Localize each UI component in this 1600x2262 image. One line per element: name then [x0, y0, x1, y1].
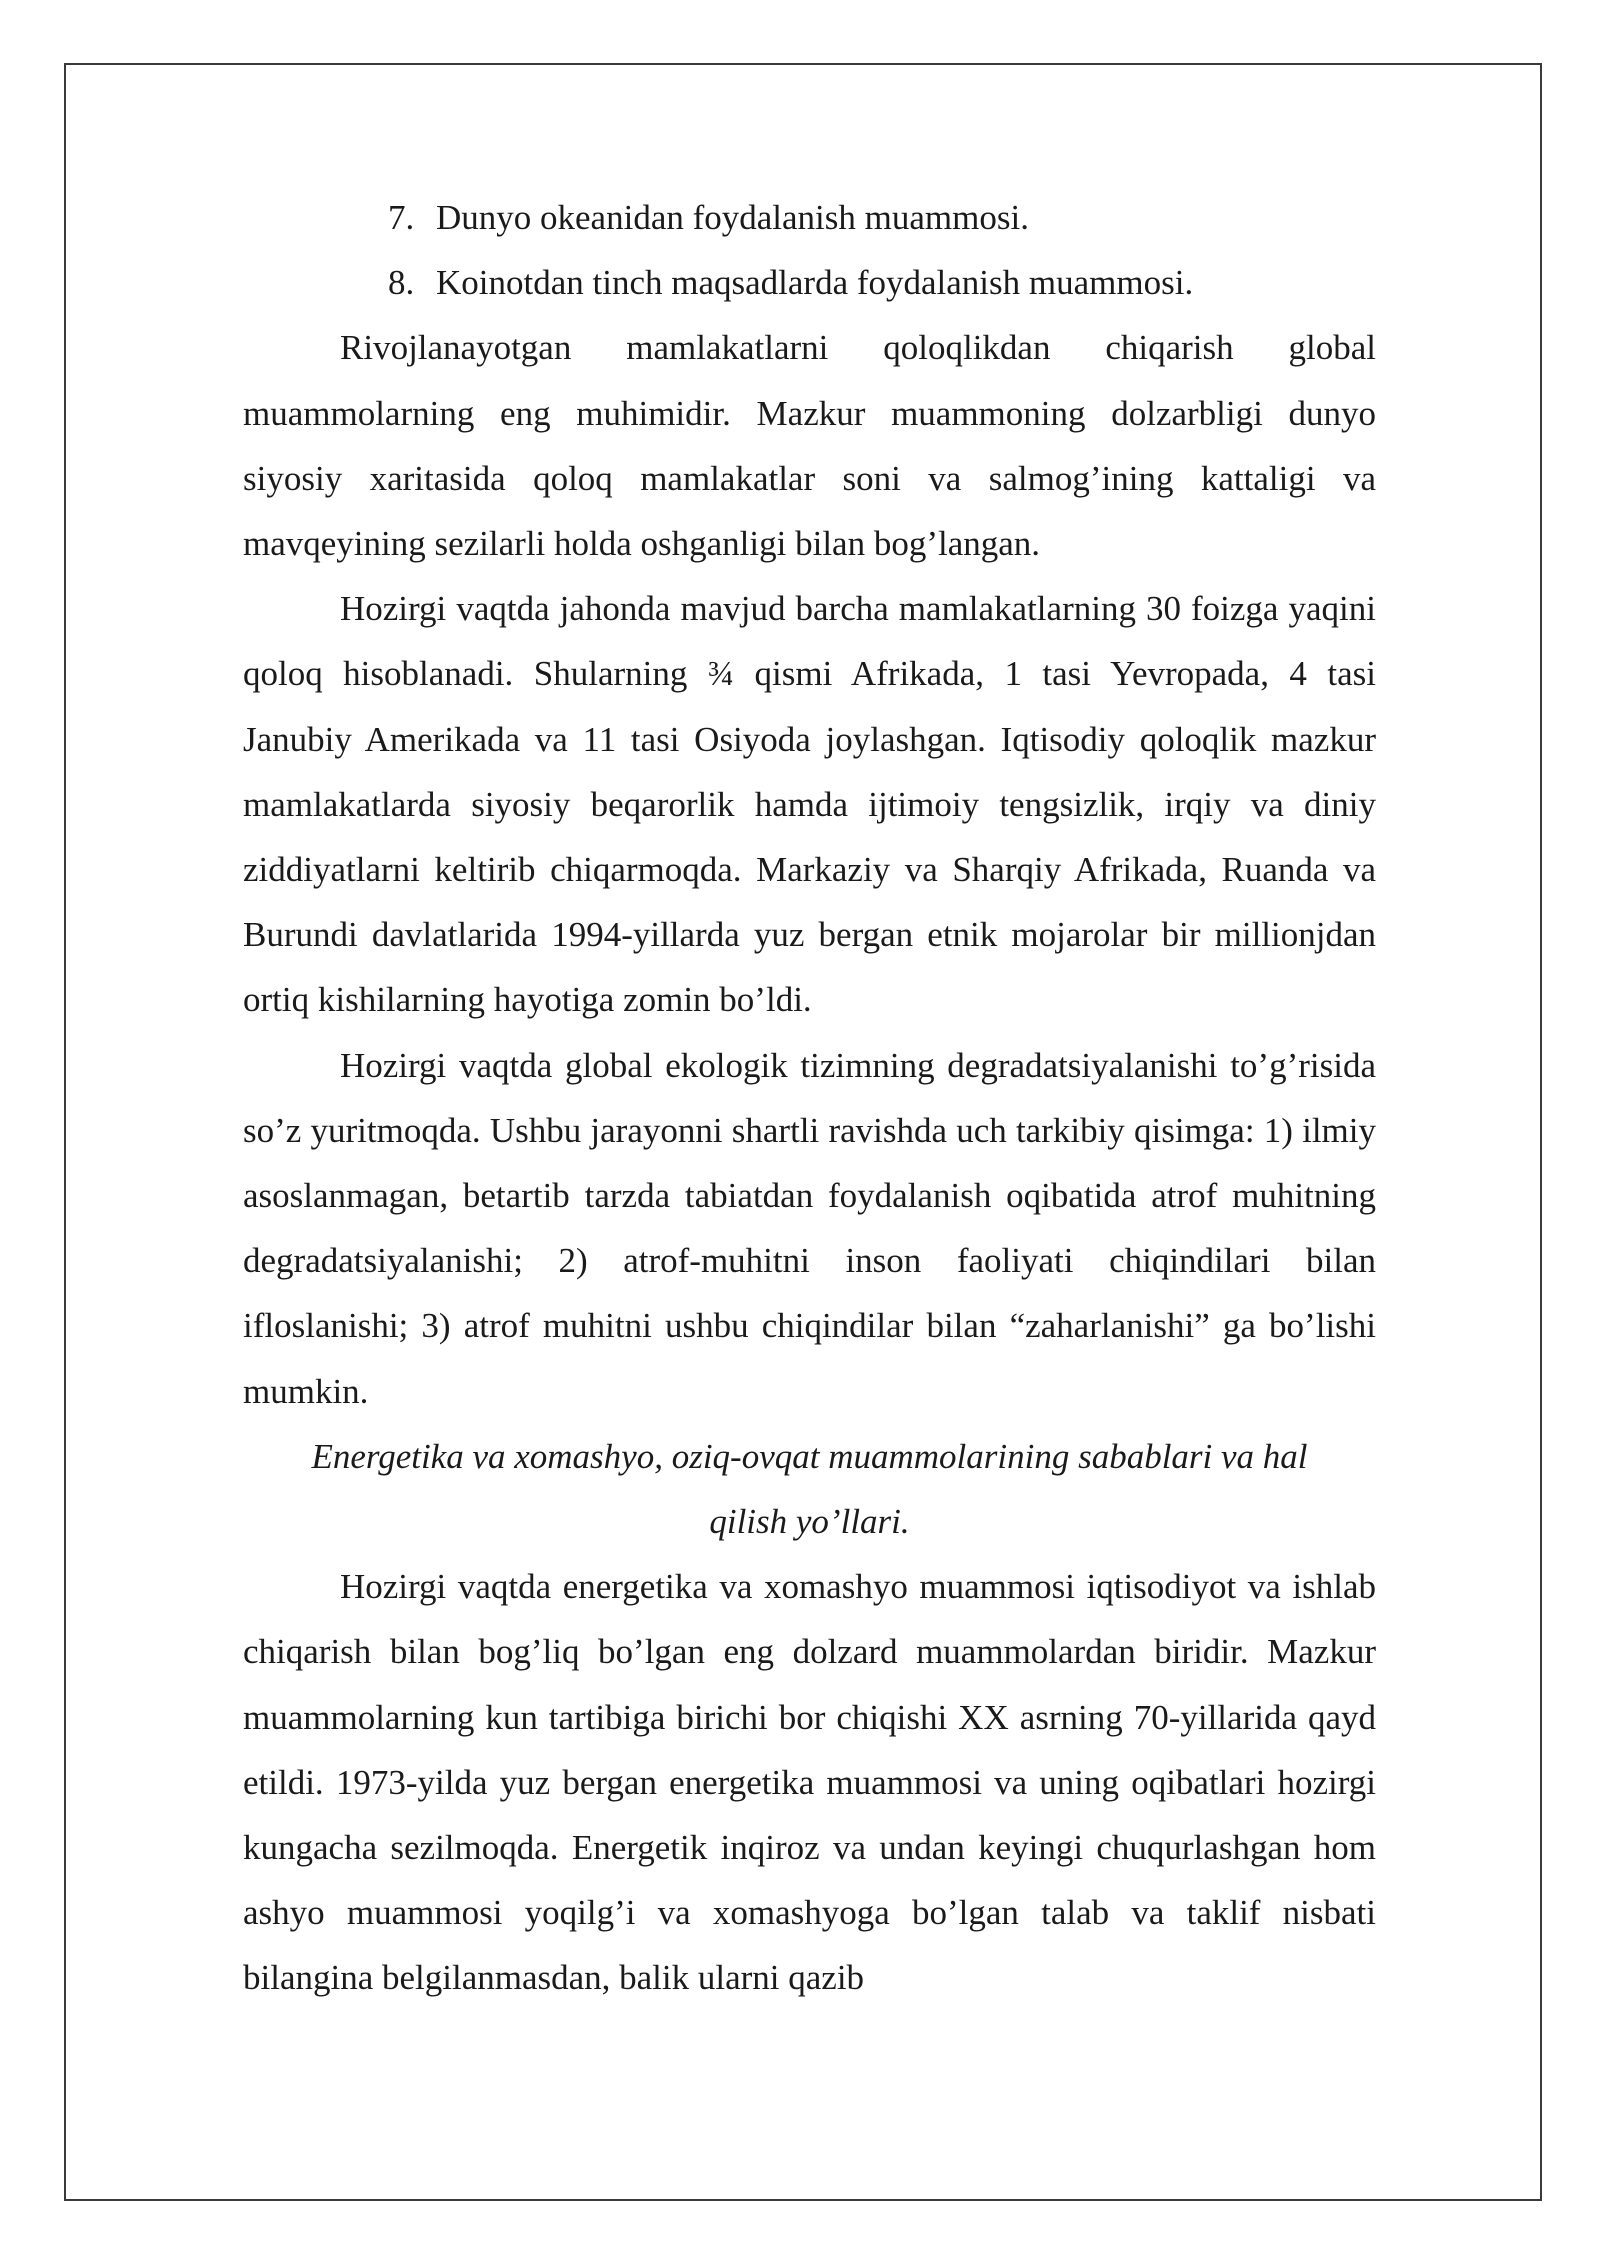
paragraph: Hozirgi vaqtda global ekologik tizimning degradatsiyalanishi to’g’risida so’z yuritmoqda. Ushbu jarayonni shartli ravishda uch tarkibiy qisimga: 1) ilmiy asoslanmagan, betartib tarzda tabiatdan foydalanish oqibatida atrof muhitning degradatsiyalanishi; 2) atrof-muhitni inson faoliyati chiqindilari bilan ifloslanishi; 3) atrof muhitni ushbu chiqindilar bilan “zaharlanishi” ga bo’lishi mumkin. [243, 1045, 1376, 1411]
paragraph: Hozirgi vaqtda jahonda mavjud barcha mamlakatlarning 30 foizga yaqini qoloq hisoblanadi. Shularning ¾ qismi Afrikada, 1 tasi Yevropada, 4 tasi Janubiy Amerikada va 11 tasi Osiyoda joylashgan. Iqtisodiy qoloqlik mazkur mamlakatlarda siyosiy beqarorlik hamda ijtimoiy tengsizlik, irqiy va diniy ziddiyatlarni keltirib chiqarmoqda. Markaziy va Sharqiy Afrikada, Ruanda va Burundi davlatlarida 1994-yillarda yuz bergan etnik mojarolar bir millionjdan ortiq kishilarning hayotiga zomin bo’ldi. [243, 589, 1376, 1020]
document-body [243, 185, 1376, 2011]
list-item-number: 8. [388, 263, 415, 303]
list-item-text: Dunyo okeanidan foydalanish muammosi. [436, 198, 1029, 237]
list-item-text: Koinotdan tinch maqsadlarda foydalanish muammosi. [436, 263, 1194, 303]
paragraph: Hozirgi vaqtda energetika va xomashyo muammosi iqtisodiyot va ishlab chiqarish bilan bog’liq bo’lgan eng dolzard muammolardan biridir. Mazkur muammolarning kun tartibiga birichi bor chiqishi XX asrning 70-yillarida qayd etildi. 1973-yilda yuz bergan energetika muammosi va uning oqibatlari hozirgi kungacha sezilmoqda. Energetik inqiroz va undan keyingi chuqurlashgan hom ashyo muammosi yoqilg’i va xomashyoga bo’lgan talab va taklif nisbati bilangina belgilanmasdan, balik ularni qazib [243, 1567, 1376, 1998]
list-item [243, 250, 1376, 315]
section-heading-line: qilish yo’llari. [709, 1502, 910, 1542]
list-item-number: 7. [388, 198, 415, 237]
section-heading-line: Energetika va xomashyo, oziq-ovqat muammolarining sabablari va hal [311, 1436, 1308, 1476]
section-heading [243, 1424, 1376, 1554]
paragraph: Rivojlanayotgan mamlakatlarni qoloqlikdan chiqarish global muammolarning eng muhimidir. Mazkur muammoning dolzarbligi dunyo siyosiy xaritasida qoloq mamlakatlar soni va salmog’ining kattaligi va mavqeyining sezilarli holda oshganligi bilan bog’langan. [243, 328, 1376, 564]
list-item [243, 185, 1376, 250]
